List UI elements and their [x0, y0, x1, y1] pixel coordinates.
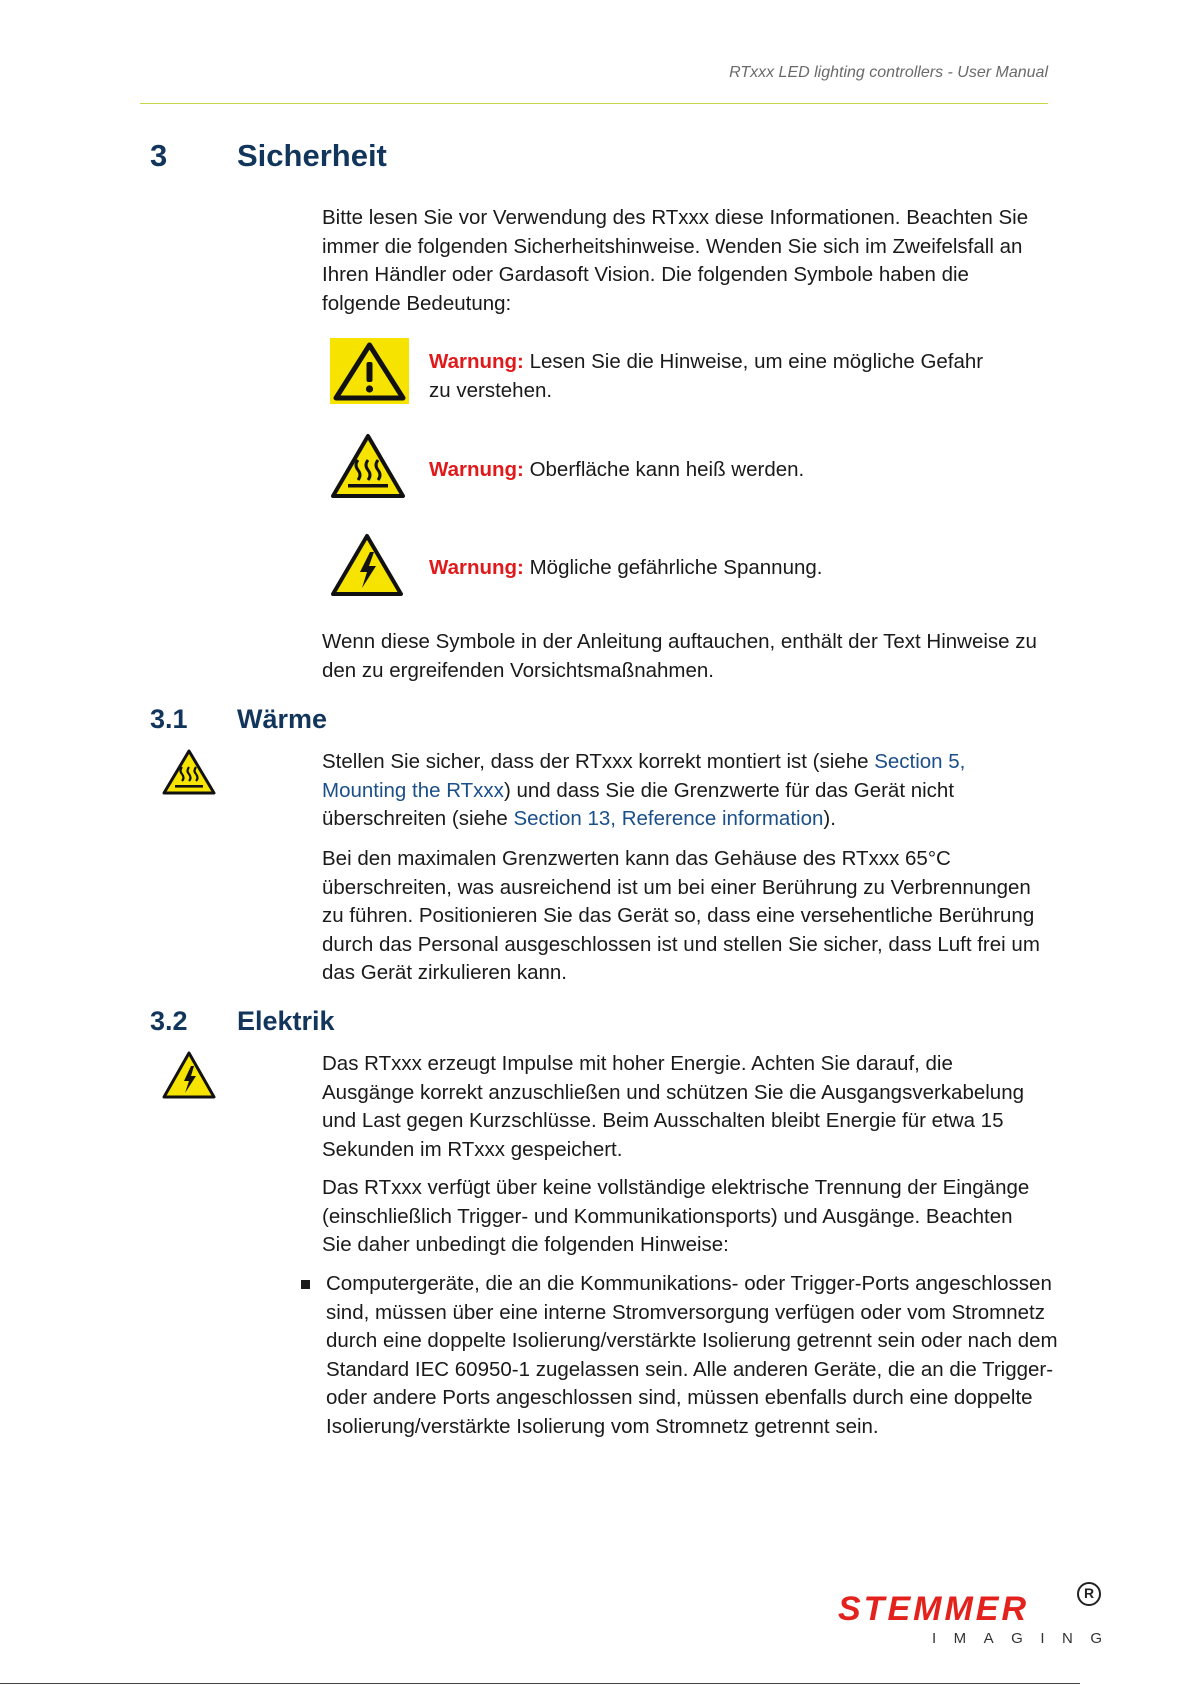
- hot-surface-icon: [330, 432, 406, 500]
- warning-text: [429, 456, 989, 485]
- general-warning-icon: [330, 338, 409, 404]
- safety-outro-paragraph: Wenn diese Symbole in der Anleitung auftauchen, enthält der Text Hinweise zu den zu ergreifenden Vorsichtsmaßnahmen.: [322, 630, 1037, 682]
- section-number: 3.2: [150, 1006, 188, 1036]
- heat-limits-paragraph: Bei den maximalen Grenzwerten kann das Gehäuse des RTxxx 65°C überschreiten, was ausreichend ist um bei einer Berührung zu Verbrennungen zu führen. Positionieren Sie das Gerät so, dass eine versehentliche Berührung durch das Personal ausgeschlossen ist und stellen Sie sicher, dass Luft frei um das Gerät zirkulieren kann.: [322, 847, 1040, 984]
- warning-text: [429, 348, 989, 405]
- warning-description: Oberfläche kann heiß werden.: [523, 458, 805, 481]
- running-header: RTxxx LED lighting controllers - User Manual: [729, 64, 1048, 81]
- section-title: Sicherheit: [237, 138, 387, 173]
- stemmer-imaging-logo: [838, 1584, 1120, 1647]
- high-voltage-icon: [330, 532, 404, 598]
- text-span: ).: [823, 807, 836, 830]
- text-span: ) und dass Sie die Grenzwerte für das Gerät nicht überschreiten (siehe: [322, 778, 955, 830]
- safety-intro-paragraph: Bitte lesen Sie vor Verwendung des RTxxx diese Informationen. Beachten Sie immer die folgenden Sicherheitshinweise. Wenden Sie sich im Zweifelsfall an Ihren Händler oder Gardasoft Vision. Die folgenden Symbole haben die folgende Bedeutung:: [322, 206, 1029, 315]
- link-section-5[interactable]: Section 5, Mounting the RTxxx: [322, 750, 966, 802]
- warning-label: Warnung:: [429, 458, 524, 481]
- warning-label: Warnung:: [429, 556, 524, 579]
- registered-mark: R: [1077, 1582, 1101, 1606]
- hot-surface-icon: [162, 748, 216, 796]
- warning-description: Lesen Sie die Hinweise, um eine mögliche Gefahr zu verstehen.: [429, 350, 984, 402]
- section-title: Elektrik: [237, 1006, 335, 1036]
- isolation-bullet-list: [300, 1270, 1060, 1441]
- bullet-text: Computergeräte, die an die Kommunikations- oder Trigger-Ports angeschlossen sind, müssen über eine interne Stromversorgung verfügen oder vom Stromnetz durch eine doppelte Isolierung/verstärkte Isolierung getrennt sein oder nach dem Standard IEC 60950-1 zugelassen sein. Alle anderen Geräte, die an die Trigger- oder andere Ports angeschlossen sind, müssen ebenfalls durch eine doppelte Isolierung/verstärkte Isolierung vom Stromnetz getrennt sein.: [326, 1272, 1058, 1438]
- link-section-13[interactable]: Section 13, Reference information: [513, 807, 824, 830]
- warning-label: Warnung:: [429, 350, 524, 373]
- logo-wordmark: STEMMER: [838, 1590, 1029, 1628]
- electrical-isolation-paragraph: Das RTxxx verfügt über keine vollständige elektrische Trennung der Eingänge (einschließlich Trigger- und Kommunikationsports) und Ausgänge. Beachten Sie daher unbedingt die folgenden Hinweise:: [322, 1176, 1030, 1256]
- heat-mounting-paragraph: [322, 748, 1044, 834]
- warning-text: [429, 554, 989, 583]
- warning-description: Mögliche gefährliche Spannung.: [523, 556, 823, 579]
- bullet-square-icon: [301, 1280, 310, 1289]
- footer-divider: [0, 1683, 1080, 1684]
- section-number: 3: [150, 138, 168, 173]
- logo-subtitle: IMAGING: [932, 1630, 1120, 1647]
- section-number: 3.1: [150, 704, 188, 734]
- section-title: Wärme: [237, 704, 328, 734]
- text-span: Stellen Sie sicher, dass der RTxxx korrekt montiert ist (siehe: [322, 750, 875, 773]
- list-item: [300, 1270, 1060, 1441]
- high-voltage-icon: [162, 1050, 216, 1100]
- electrical-energy-paragraph: Das RTxxx erzeugt Impulse mit hoher Energie. Achten Sie darauf, die Ausgänge korrekt anzuschließen und schützen Sie die Ausgangsverkabelung und Last gegen Kurzschlüsse. Beim Ausschalten bleibt Energie für etwa 15 Sekunden im RTxxx gespeichert.: [322, 1052, 1025, 1161]
- header-divider: [140, 103, 1048, 104]
